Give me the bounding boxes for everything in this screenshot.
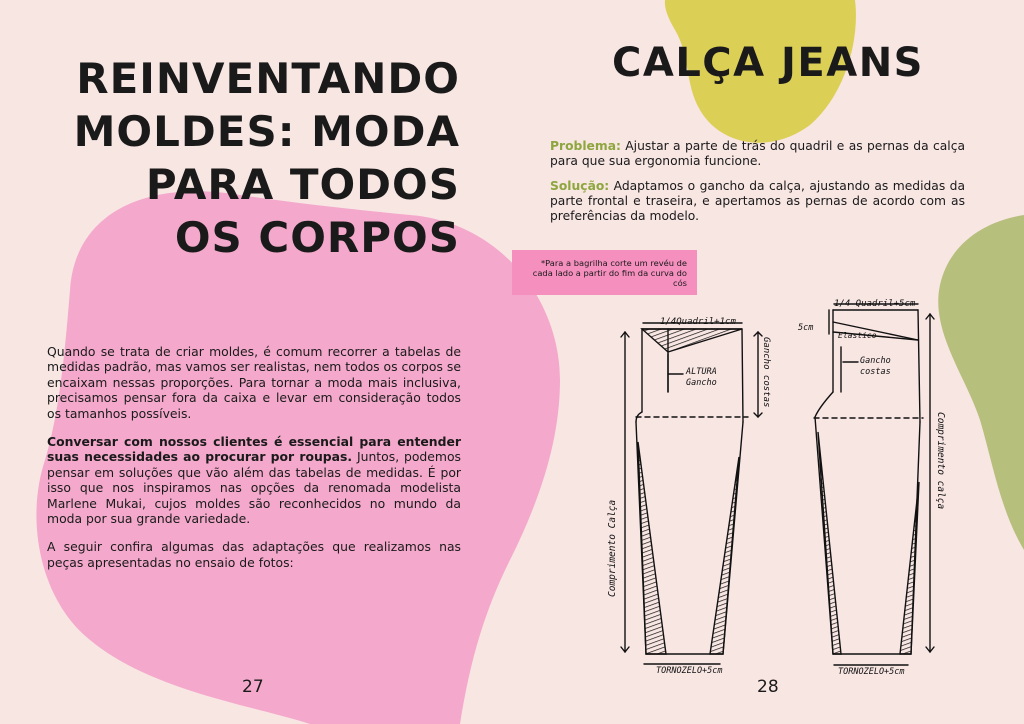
front-top-label: 1/4Quadril+1cm	[660, 317, 736, 327]
back-5cm-label: 5cm	[798, 323, 814, 333]
pants-pattern-drawing	[598, 292, 1018, 682]
solution-text	[550, 179, 965, 224]
back-crotch-label-2: costas	[860, 367, 891, 377]
right-page	[512, 0, 1024, 724]
front-length-label: Comprimento Calça	[607, 499, 618, 597]
page-number-right: 28	[757, 677, 779, 697]
section-title: CALÇA JEANS	[612, 40, 924, 86]
paragraph-2-bold: Conversar com nossos clientes é essencial para entender suas necessidades ao procurar por roupas.	[47, 434, 461, 465]
problem-label: Problema:	[550, 139, 621, 153]
paragraph-2	[47, 434, 461, 526]
front-crotch-label-1: ALTURA	[686, 367, 717, 377]
intro-text	[47, 344, 461, 583]
back-bottom-label: TORNOZELO+5cm	[838, 667, 905, 677]
solution-body: Adaptamos o gancho da calça, ajustando as medidas da parte frontal e traseira, e apertamos as pernas de acordo com as preferências da modelo.	[550, 179, 965, 223]
paragraph-1: Quando se trata de criar moldes, é comum recorrer a tabelas de medidas padrão, mas vamos ser realistas, nem todos os corpos se encaixam nessas proporções. Para tornar a moda mais inclusiva, precisamos pensar fora da caixa e levar em consideração todos os tamanhos possíveis.	[47, 344, 461, 421]
back-length-label: Comprimento calça	[935, 412, 946, 510]
front-side-label: Gancho costas	[761, 337, 771, 408]
page-number-left: 27	[242, 677, 264, 697]
back-crotch-label-1: Gancho	[860, 356, 891, 366]
front-bottom-label: TORNOZELO+5cm	[656, 666, 723, 676]
problem-text	[550, 139, 965, 169]
solution-label: Solução:	[550, 179, 610, 193]
back-top-label: 1/4 Quadril+5cm	[834, 299, 916, 309]
paragraph-3: A seguir confira algumas das adaptações que realizamos nas peças apresentadas no ensaio de fotos:	[47, 539, 461, 570]
front-crotch-label-2: Gancho	[686, 378, 717, 388]
page-title: REINVENTANDO MOLDES: MODA PARA TODOS OS CORPOS	[73, 54, 460, 262]
back-elastic-label: Elastico	[838, 331, 877, 340]
note-box: *Para a bagrilha corte um revéu de cada lado a partir do fim da curva do cós	[512, 250, 697, 295]
paragraph-2-rest: Juntos, podemos pensar em soluções que vão além das tabelas de medidas. É por isso que nos inspiramos nas opções da renomada modelista Marlene Mukai, cujos moldes são reconhecidos no mundo da moda por sua grande variedade.	[47, 449, 461, 527]
problem-body: Ajustar a parte de trás do quadril e as pernas da calça para que sua ergonomia funcione.	[550, 139, 965, 168]
